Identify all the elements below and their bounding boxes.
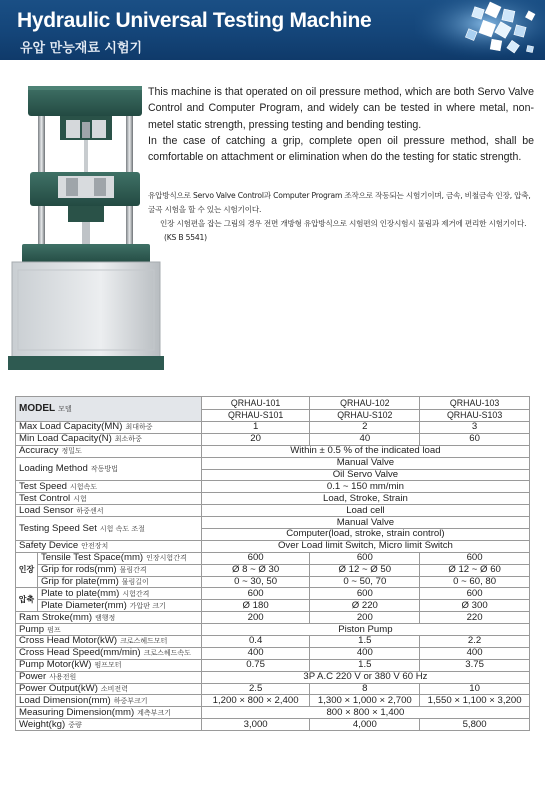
table-cell: 800 × 800 × 1,400 [201, 707, 529, 719]
table-cell: QRHAU-S102 [310, 409, 420, 422]
table-row [16, 659, 530, 671]
table-cell: 400 [201, 647, 310, 659]
table-row [16, 540, 530, 552]
table-cell: 20 [201, 433, 310, 445]
description-paragraph: In the case of catching a grip, complete open oil pressure method, shall be comfortable on attachment or elimination when do the testing for static strength. [148, 134, 534, 164]
table-cell: 1.5 [310, 659, 420, 671]
table-row [16, 671, 530, 683]
table-row [16, 445, 530, 457]
table-row [16, 683, 530, 695]
table-cell: Load, Stroke, Strain [201, 493, 529, 505]
table-row [16, 457, 530, 469]
table-cell: 1,200 × 800 × 2,400 [201, 695, 310, 707]
table-cell: Ø 300 [420, 600, 530, 612]
table-row [16, 636, 530, 648]
table-row [16, 422, 530, 434]
row-label: Pump 펌프 [16, 624, 202, 636]
row-label: Cross Head Motor(kW) 크로스헤드모터 [16, 636, 202, 648]
table-cell: 600 [420, 588, 530, 600]
table-cell: 600 [420, 552, 530, 564]
table-row [16, 647, 530, 659]
table-cell: 400 [310, 647, 420, 659]
table-cell: 200 [310, 612, 420, 624]
row-label: Cross Head Speed(mm/min) 크로스헤드속도 [16, 647, 202, 659]
table-cell: 2.5 [201, 683, 310, 695]
row-label: Pump Motor(kW) 펌프모터 [16, 659, 202, 671]
row-label: Measuring Dimension(mm) 계측부크기 [16, 707, 202, 719]
description-paragraph: This machine is that operated on oil pressure method, which are both Servo Valve Control and Computer Program, and widely can be tested in where metal, non-metel static strength, pressing testing and bending testing. [148, 86, 534, 131]
page-title: Hydraulic Universal Testing Machine [17, 9, 372, 32]
table-cell: 0.1 ~ 150 mm/min [201, 481, 529, 493]
table-cell: 4,000 [310, 719, 420, 731]
table-cell: 220 [420, 612, 530, 624]
table-row [16, 612, 530, 624]
row-label: Min Load Capacity(N) 최소하중 [16, 433, 202, 445]
table-row [16, 600, 530, 612]
tension-group-label: 인장 [16, 552, 38, 588]
table-row [16, 695, 530, 707]
row-label: Plate to plate(mm) 시험간격 [37, 588, 201, 600]
cube-decoration-icon [415, 0, 545, 60]
table-cell: QRHAU-102 [310, 397, 420, 410]
table-row [16, 588, 530, 600]
row-label: Test Control 시험 [16, 493, 202, 505]
table-cell: QRHAU-101 [201, 397, 310, 410]
table-cell: 600 [201, 552, 310, 564]
row-label: Accuracy 정밀도 [16, 445, 202, 457]
standard-reference: (KS B 5541) [164, 233, 207, 242]
table-cell: 60 [420, 433, 530, 445]
table-cell: 5,800 [420, 719, 530, 731]
row-label: Grip for rods(mm) 물림간격 [37, 564, 201, 576]
row-label: Grip for plate(mm) 물림길이 [37, 576, 201, 588]
testing-machine-illustration [8, 66, 164, 372]
description-english [148, 84, 534, 165]
table-cell: 10 [420, 683, 530, 695]
table-cell: 600 [310, 552, 420, 564]
row-label: Tensile Test Space(mm) 인장시험간격 [37, 552, 201, 564]
table-cell: 0.4 [201, 636, 310, 648]
table-cell: Computer(load, stroke, strain control) [201, 529, 529, 541]
description-korean-line: 유압방식으로 Servo Valve Control과 Computer Program 조작으로 작동되는 시험기이며, 금속, 비철금속 인장, 압축, 굴곡 시험을 할 수 있는 시험기이다. [148, 191, 531, 214]
row-label: Load Sensor 하중센서 [16, 505, 202, 517]
row-label: Testing Speed Set 시험 속도 조절 [16, 517, 202, 541]
table-cell: 600 [310, 588, 420, 600]
table-cell: 0 ~ 50, 70 [310, 576, 420, 588]
table-row [16, 576, 530, 588]
table-cell: Over Load limit Switch, Micro limit Switch [201, 540, 529, 552]
table-cell: 2 [310, 422, 420, 434]
table-row [16, 517, 530, 529]
description-korean [148, 189, 534, 245]
table-cell: 3.75 [420, 659, 530, 671]
table-cell: 200 [201, 612, 310, 624]
compression-group-label: 압축 [16, 588, 38, 612]
table-cell: Manual Valve [201, 457, 529, 469]
table-cell: Ø 8 ~ Ø 30 [201, 564, 310, 576]
table-row [16, 552, 530, 564]
table-cell: Oil Servo Valve [201, 469, 529, 481]
table-cell: 0 ~ 30, 50 [201, 576, 310, 588]
row-label: Max Load Capacity(MN) 최대하중 [16, 422, 202, 434]
table-cell: 1,550 × 1,100 × 3,200 [420, 695, 530, 707]
table-row [16, 433, 530, 445]
row-label: Power Output(kW) 소비전력 [16, 683, 202, 695]
table-row [16, 624, 530, 636]
table-cell: QRHAU-103 [420, 397, 530, 410]
row-label: Ram Stroke(mm) 램행정 [16, 612, 202, 624]
table-cell: 3,000 [201, 719, 310, 731]
row-label: Test Speed 시험속도 [16, 481, 202, 493]
table-cell: 0 ~ 60, 80 [420, 576, 530, 588]
page-subtitle: 유압 만능재료 시험기 [20, 41, 143, 56]
table-cell: 3P A.C 220 V or 380 V 60 Hz [201, 671, 529, 683]
row-label: Load Dimension(mm) 하중부크기 [16, 695, 202, 707]
table-row [16, 707, 530, 719]
specification-table [15, 396, 530, 731]
table-cell: Manual Valve [201, 517, 529, 529]
table-row [16, 564, 530, 576]
table-row [16, 397, 530, 410]
model-label: MODEL 모델 [16, 397, 202, 422]
table-row [16, 505, 530, 517]
table-cell: 3 [420, 422, 530, 434]
table-cell: 400 [420, 647, 530, 659]
table-cell: 40 [310, 433, 420, 445]
row-label: Loading Method 작동방법 [16, 457, 202, 481]
table-cell: Ø 12 ~ Ø 50 [310, 564, 420, 576]
table-cell: Load cell [201, 505, 529, 517]
table-cell: Ø 180 [201, 600, 310, 612]
table-cell: 8 [310, 683, 420, 695]
table-cell: Piston Pump [201, 624, 529, 636]
row-label: Plate Diameter(mm) 가압판 크기 [37, 600, 201, 612]
page-header [0, 0, 545, 60]
row-label: Safety Device 안전장치 [16, 540, 202, 552]
row-label: Power 사용전원 [16, 671, 202, 683]
table-cell: QRHAU-S103 [420, 409, 530, 422]
table-cell: QRHAU-S101 [201, 409, 310, 422]
table-cell: 600 [201, 588, 310, 600]
table-cell: 1 [201, 422, 310, 434]
table-cell: Ø 12 ~ Ø 60 [420, 564, 530, 576]
table-cell: Within ± 0.5 % of the indicated load [201, 445, 529, 457]
table-cell: 0.75 [201, 659, 310, 671]
table-row [16, 719, 530, 731]
table-cell: 1,300 × 1,000 × 2,700 [310, 695, 420, 707]
row-label: Weight(kg) 중량 [16, 719, 202, 731]
table-cell: 2.2 [420, 636, 530, 648]
table-row [16, 481, 530, 493]
table-row [16, 493, 530, 505]
description-korean-line: 인장 시험편을 잡는 그림의 경우 전면 개방형 유압방식으로 시험편의 인장시험시 물림과 제거에 편리한 시험기이다. [160, 219, 527, 228]
table-cell: Ø 220 [310, 600, 420, 612]
table-cell: 1.5 [310, 636, 420, 648]
